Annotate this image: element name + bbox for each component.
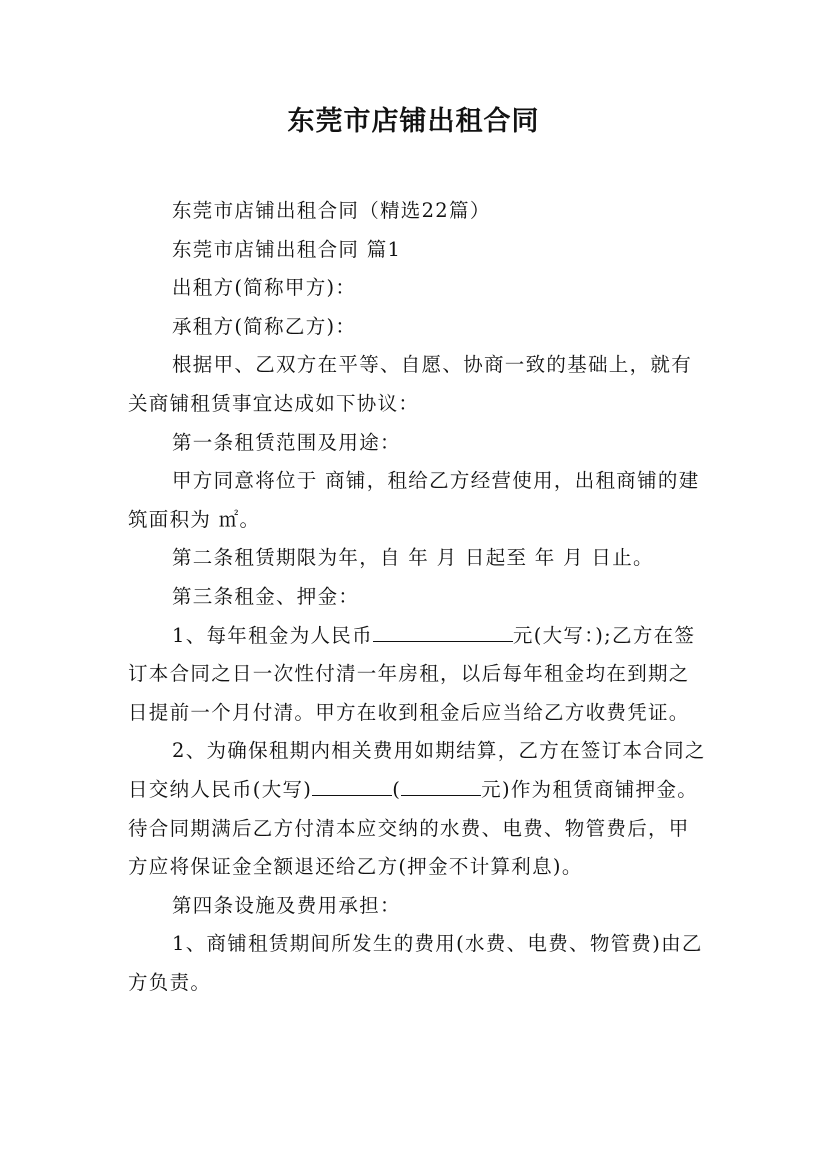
- document-title: 东莞市店铺出租合同: [287, 106, 540, 137]
- rent-clause-suffix: 元(大写：);乙方在签订本合同之日一次性付清一年房租，以后每年租金均在到期之日提前一个月付清。甲方在收到租金后应当给乙方收费凭证。: [128, 623, 696, 724]
- paragraph-lessor: 出租方(简称甲方)：: [172, 276, 357, 300]
- paragraph-article-1-body: 甲方同意将位于 商铺，租给乙方经营使用，出租商铺的建筑面积为 ㎡。: [128, 469, 700, 531]
- deposit-clause-part3: 元)作为租赁商铺押金。待合同期满后乙方付清本应交纳的水费、电费、物管费后，甲方应将保证金全额退还给乙方(押金不计算利息)。: [128, 777, 699, 879]
- paragraph-preamble: 根据甲、乙双方在平等、自愿、协商一致的基础上，就有关商铺租赁事宜达成如下协议：: [128, 353, 693, 415]
- paragraph-article-3: 第三条租金、押金：: [172, 584, 360, 608]
- document-body: [128, 192, 708, 1002]
- rent-amount-blank: [373, 619, 513, 642]
- deposit-amount-figures-blank: [401, 773, 481, 796]
- paragraph-article-4: 第四条设施及费用承担：: [172, 893, 401, 917]
- paragraph-article-2: 第二条租赁期限为年，自 年 月 日起至 年 月 日止。: [172, 546, 654, 570]
- paragraph-article-4-body: 1、商铺租赁期间所发生的费用(水费、电费、物管费)由乙方负责。: [128, 932, 703, 994]
- deposit-amount-words-blank: [312, 773, 392, 796]
- paragraph-article-1: 第一条租赁范围及用途：: [172, 430, 401, 454]
- paragraph-rent-clause: [128, 617, 708, 733]
- deposit-clause-part2: (: [392, 777, 402, 801]
- paragraph-section: 东莞市店铺出租合同 篇1: [172, 237, 402, 261]
- paragraph-lessee: 承租方(简称乙方)：: [172, 314, 357, 338]
- rent-clause-prefix: 1、每年租金为人民币: [172, 623, 373, 647]
- deposit-clause-part1: 2、为确保租期内相关费用如期结算，乙方在签订本合同之日交纳人民币(大写): [128, 739, 706, 801]
- paragraph-heading: 东莞市店铺出租合同（精选22篇）: [172, 199, 491, 222]
- paragraph-deposit-clause: [128, 732, 708, 886]
